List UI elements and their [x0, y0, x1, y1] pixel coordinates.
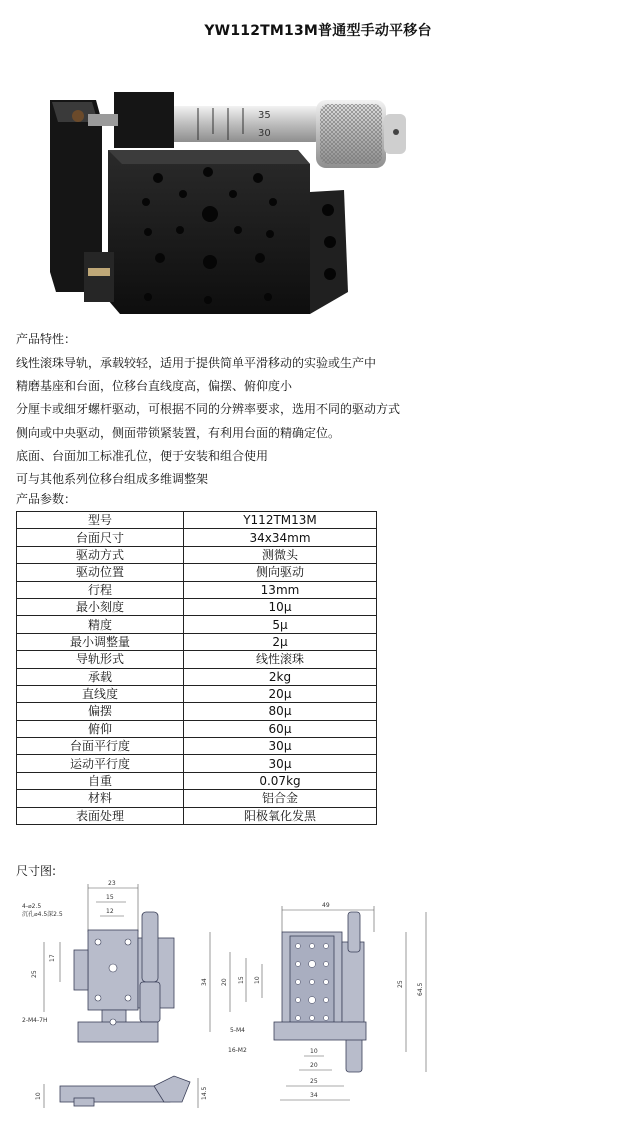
scale-30: 30 [258, 128, 271, 139]
param-value: 测微头 [184, 546, 377, 563]
dimensions-heading: 尺寸图: [16, 864, 57, 878]
dim-25a: 25 [31, 970, 38, 978]
params-heading: 产品参数： [16, 492, 77, 506]
param-name: 最小调整量 [17, 633, 184, 650]
param-value: 0.07kg [184, 772, 377, 789]
product-photo [48, 92, 410, 324]
param-name: 型号 [17, 512, 184, 529]
features-heading: 产品特性： [16, 332, 77, 346]
note-counterbore: 沉孔⌀4.5深2.5 [22, 911, 63, 918]
dim-25b: 25 [397, 980, 404, 988]
param-name: 导轨形式 [17, 651, 184, 668]
param-name: 台面平行度 [17, 738, 184, 755]
param-value: 2μ [184, 633, 377, 650]
dimension-drawing [14, 872, 434, 1122]
param-name: 运动平行度 [17, 755, 184, 772]
dim-20a: 20 [221, 978, 228, 986]
param-row [17, 581, 377, 598]
dim-12: 12 [106, 908, 114, 915]
param-value: 阳极氧化发黑 [184, 807, 377, 824]
dim-64-5: 64.5 [417, 982, 424, 996]
params-table [16, 511, 377, 825]
dim-14-5: 14.5 [201, 1086, 208, 1100]
param-value: 80μ [184, 703, 377, 720]
param-value: 铝合金 [184, 790, 377, 807]
param-value: 34x34mm [184, 529, 377, 546]
dim-23: 23 [108, 880, 116, 887]
feature-item: 精磨基座和台面，位移台直线度高，偏摆、俯仰度小 [16, 379, 293, 394]
param-row [17, 790, 377, 807]
dim-15b: 15 [238, 976, 245, 984]
param-name: 俯仰 [17, 720, 184, 737]
param-value: 30μ [184, 738, 377, 755]
scale-35: 35 [258, 110, 271, 121]
param-value: 线性滚珠 [184, 651, 377, 668]
param-name: 台面尺寸 [17, 529, 184, 546]
dim-10a: 10 [254, 976, 261, 984]
param-row [17, 564, 377, 581]
param-name: 驱动位置 [17, 564, 184, 581]
param-name: 偏摆 [17, 703, 184, 720]
feature-item: 线性滚珠导轨，承载较轻，适用于提供简单平滑移动的实验或生产中 [16, 356, 377, 370]
param-row [17, 685, 377, 702]
param-value: 30μ [184, 755, 377, 772]
dim-17: 17 [49, 954, 56, 962]
param-row [17, 755, 377, 772]
param-row [17, 633, 377, 650]
param-row [17, 529, 377, 546]
dim-25c: 25 [310, 1078, 318, 1085]
param-value: 2kg [184, 668, 377, 685]
param-name: 承载 [17, 668, 184, 685]
feature-item: 侧向或中央驱动，侧面带锁紧装置，有利用台面的精确定位。 [16, 425, 341, 440]
param-row [17, 616, 377, 633]
param-row [17, 772, 377, 789]
param-value: Y112TM13M [184, 512, 377, 529]
param-row [17, 546, 377, 563]
dim-10c: 10 [35, 1092, 42, 1100]
param-row [17, 651, 377, 668]
dim-49: 49 [322, 902, 330, 909]
param-row [17, 738, 377, 755]
note-5m4: 5-M4 [230, 1027, 245, 1034]
dim-34b: 34 [310, 1092, 318, 1099]
param-value: 10μ [184, 598, 377, 615]
param-value: 5μ [184, 616, 377, 633]
param-name: 自重 [17, 772, 184, 789]
param-row [17, 668, 377, 685]
param-row [17, 703, 377, 720]
param-value: 60μ [184, 720, 377, 737]
param-value: 13mm [184, 581, 377, 598]
param-name: 表面处理 [17, 807, 184, 824]
feature-item: 分厘卡或细牙螺杆驱动，可根据不同的分辨率要求，选用不同的驱动方式 [16, 402, 401, 417]
dim-20b: 20 [310, 1062, 318, 1069]
feature-item: 可与其他系列位移台组成多维调整架 [16, 472, 209, 487]
feature-item: 底面、台面加工标准孔位，便于安装和组合使用 [16, 448, 269, 463]
param-name: 行程 [17, 581, 184, 598]
param-name: 精度 [17, 616, 184, 633]
dim-10b: 10 [310, 1048, 318, 1055]
note-16m2: 16-M2 [228, 1047, 247, 1054]
param-value: 20μ [184, 685, 377, 702]
param-name: 驱动方式 [17, 546, 184, 563]
param-name: 材料 [17, 790, 184, 807]
param-row [17, 598, 377, 615]
param-name: 最小刻度 [17, 598, 184, 615]
page-title: YW112TM13M普通型手动平移台 [204, 23, 432, 39]
note-m4: 2-M4-7H [22, 1017, 48, 1024]
param-row [17, 512, 377, 529]
param-row [17, 720, 377, 737]
dim-34a: 34 [201, 978, 208, 986]
param-value: 侧向驱动 [184, 564, 377, 581]
dim-15: 15 [106, 894, 114, 901]
param-name: 直线度 [17, 685, 184, 702]
param-row [17, 807, 377, 824]
features-list [16, 352, 400, 491]
note-holes: 4-⌀2.5 [22, 903, 42, 910]
